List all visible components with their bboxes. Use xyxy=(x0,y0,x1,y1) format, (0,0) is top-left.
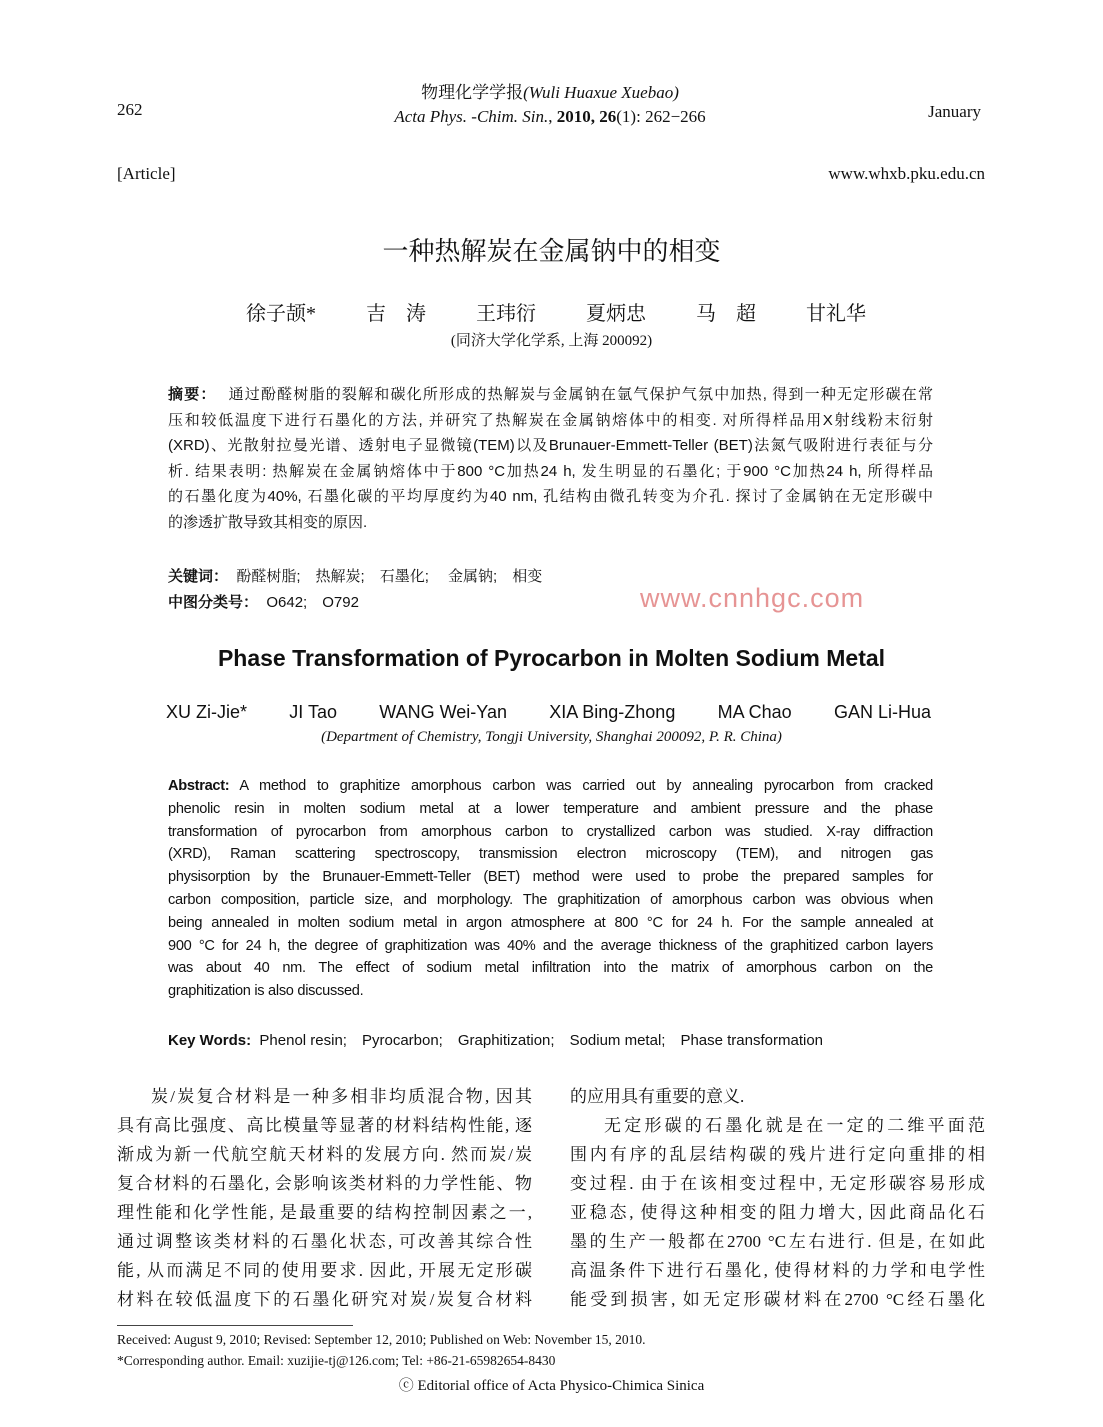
body-line: 炭/炭复合材料是一种多相非均质混合物, 因其 xyxy=(151,1087,532,1106)
author-en: JI Tao xyxy=(289,702,337,722)
abstract-en-line: physisorption by the Brunauer-Emmett-Teller (BET) method were used to probe the prepared samples for xyxy=(168,869,933,886)
keywords-en-list: Phenol resin; Pyrocarbon; Graphitization; Sodium metal; Phase transformation xyxy=(259,1032,824,1049)
author-cn: 甘礼华 xyxy=(806,303,866,325)
journal-website[interactable]: www.whxb.pku.edu.cn xyxy=(828,164,985,183)
abstract-cn-line: 通过酚醛树脂的裂解和碳化所形成的热解炭与金属钠在氩气保护气氛中加热, 得到一种无定形碳在常 xyxy=(228,386,933,403)
author-en: MA Chao xyxy=(717,702,792,722)
footnote-divider xyxy=(117,1325,353,1326)
author-cn: 马 超 xyxy=(696,303,756,325)
journal-name-cn: 物理化学学报 xyxy=(421,83,524,102)
abstract-cn-line: 的渗透扩散导致其相变的原因. xyxy=(168,513,368,531)
body-column-left xyxy=(117,1082,532,1314)
abstract-en-line: phenolic resin in molten sodium metal at a lower temperature and ambient pressure and the phase xyxy=(168,800,933,817)
abstract-en-line: transformation of pyrocarbon from amorphous carbon to crystallized carbon was studied. X-ray diffraction xyxy=(168,823,933,840)
page-number: 262 xyxy=(117,100,143,119)
issue-month: January xyxy=(928,102,981,121)
citation: Acta Phys. -Chim. Sin., 2010, 26(1): 262−266 xyxy=(394,107,706,126)
copyright: ⓒ Editorial office of Acta Physico-Chimica Sinica xyxy=(398,1378,705,1394)
keywords-cn xyxy=(168,565,542,586)
abstract-en-line: (XRD), Raman scattering spectroscopy, transmission electron microscopy (TEM), and nitrogen gas xyxy=(168,846,933,863)
keywords-en xyxy=(168,1029,823,1050)
author-cn: 夏炳忠 xyxy=(586,303,646,325)
body-line: 变过程. 由于在该相变过程中, 无定形碳容易形成 xyxy=(570,1174,985,1193)
abstract-cn xyxy=(168,382,933,536)
author-cn: 吉 涛 xyxy=(366,303,426,325)
watermark: www.cnnhgc.com xyxy=(640,583,865,613)
abstract-cn-line: 压和较低温度下进行石墨化的方法, 并研究了热解炭在金属钠熔体中的相变. 对所得样品用X射线粉末衍射 xyxy=(168,411,933,429)
body-line: 墨的生产一般都在2700 °C左右进行. 但是, 在如此 xyxy=(570,1232,985,1251)
journal-name xyxy=(300,78,800,103)
keywords-cn-label: 关键词： xyxy=(168,568,229,585)
keywords-cn-list: 酚醛树脂; 热解炭; 石墨化; 金属钠; 相变 xyxy=(236,568,543,585)
abstract-en-label: Abstract: xyxy=(168,778,230,794)
body-line: 理性能和化学性能, 是最重要的结构控制因素之一, xyxy=(117,1203,532,1222)
author-en: XIA Bing-Zhong xyxy=(549,702,676,722)
body-line: 的应用具有重要的意义. xyxy=(570,1087,745,1106)
body-line: 能, 从而满足不同的使用要求. 因此, 开展无定形碳 xyxy=(117,1261,532,1280)
body-line: 亚稳态, 使得这种相变的阻力增大, 因此商品化石 xyxy=(570,1203,985,1222)
abstract-en-line: being annealed in molten sodium metal in argon atmosphere at 800 °C for 24 h. For the sample annealed at xyxy=(168,914,933,931)
body-line: 具有高比强度、高比模量等显著的材料结构性能, 逐 xyxy=(117,1116,532,1135)
citation-issue: (1) xyxy=(616,107,637,126)
body-line: 能受到损害, 如无定形碳材料在2700 °C经石墨化 xyxy=(570,1290,985,1309)
authors-cn xyxy=(246,297,866,326)
abstract-en-line: carbon composition, particle size, and morphology. The graphitization of amorphous carbon was obvious when xyxy=(168,891,933,908)
citation-pages: : 262−266 xyxy=(636,107,706,126)
title-cn: 一种热解炭在金属钠中的相变 xyxy=(382,236,721,266)
author-cn: 徐子颉* xyxy=(246,303,316,325)
abstract-cn-label: 摘要： xyxy=(168,386,217,403)
classification-codes: O642; O792 xyxy=(266,594,359,611)
author-en: XU Zi-Jie* xyxy=(166,702,248,722)
article-type: [Article] xyxy=(117,164,176,183)
abstract-cn-line: 析. 结果表明: 热解炭在金属钠熔体中于800 °C加热24 h, 发生明显的石墨化; 于900 °C加热24 h, 所得样品 xyxy=(168,462,933,480)
body-column-right xyxy=(570,1082,985,1314)
journal-name-pinyin: (Wuli Huaxue Xuebao) xyxy=(523,83,679,102)
body-line: 围内有序的乱层结构碳的残片进行定向重排的相 xyxy=(570,1145,985,1164)
body-line: 高温条件下进行石墨化, 使得材料的力学和电学性 xyxy=(570,1261,985,1280)
abstract-en xyxy=(168,775,933,1003)
abstract-en-line: A method to graphitize amorphous carbon was carried out by annealing pyrocarbon from cracked xyxy=(239,778,933,794)
authors-en xyxy=(166,702,931,723)
abstract-cn-line: (XRD)、光散射拉曼光谱、透射电子显微镜(TEM)以及Brunauer-Emmett-Teller (BET)法氮气吸附进行表征与分 xyxy=(168,437,933,455)
body-line: 通过调整该类材料的石墨化状态, 可改善其综合性 xyxy=(117,1232,532,1251)
classification-cn xyxy=(168,591,359,612)
abstract-en-line: graphitization is also discussed. xyxy=(168,983,364,1000)
abstract-en-line: was about 40 nm. The effect of sodium metal infiltration into the matrix of amorphous carbon on the xyxy=(168,960,933,977)
affiliation-en: (Department of Chemistry, Tongji University, Shanghai 200092, P. R. China) xyxy=(321,729,782,745)
author-cn: 王玮衍 xyxy=(476,303,536,325)
body-line: 材料在较低温度下的石墨化研究对炭/炭复合材料 xyxy=(117,1290,532,1309)
body-line: 复合材料的石墨化, 会影响该类材料的力学性能、物 xyxy=(117,1174,532,1193)
title-en: Phase Transformation of Pyrocarbon in Molten Sodium Metal xyxy=(217,645,886,671)
abstract-cn-line: 的石墨化度为40%, 石墨化碳的平均厚度约为40 nm, 孔结构由微孔转变为介孔. 探讨了金属钠在无定形碳中 xyxy=(168,488,933,506)
citation-volume: 26 xyxy=(599,107,617,126)
classification-label: 中图分类号： xyxy=(168,594,259,611)
citation-year: 2010, xyxy=(556,107,596,126)
footnote-received: Received: August 9, 2010; Revised: September 12, 2010; Published on Web: November 15, 2010. xyxy=(117,1332,646,1347)
keywords-en-label: Key Words: xyxy=(168,1032,252,1049)
footnote-corresponding: *Corresponding author. Email: xuzijie-tj@126.com; Tel: +86-21-65982654-8430 xyxy=(117,1353,556,1368)
body-line: 无定形碳的石墨化就是在一定的二维平面范 xyxy=(604,1116,985,1135)
author-en: GAN Li-Hua xyxy=(833,702,931,722)
body-line: 渐成为新一代航空航天材料的发展方向. 然而炭/炭 xyxy=(117,1145,532,1164)
abstract-en-line: 900 °C for 24 h, the degree of graphitization was 40% and the average thickness of the graphitized carbon layers xyxy=(168,937,933,954)
author-en: WANG Wei-Yan xyxy=(379,702,507,722)
journal-abbrev: Acta Phys. -Chim. Sin. xyxy=(394,107,549,126)
affiliation-cn: (同济大学化学系, 上海 200092) xyxy=(450,333,653,349)
